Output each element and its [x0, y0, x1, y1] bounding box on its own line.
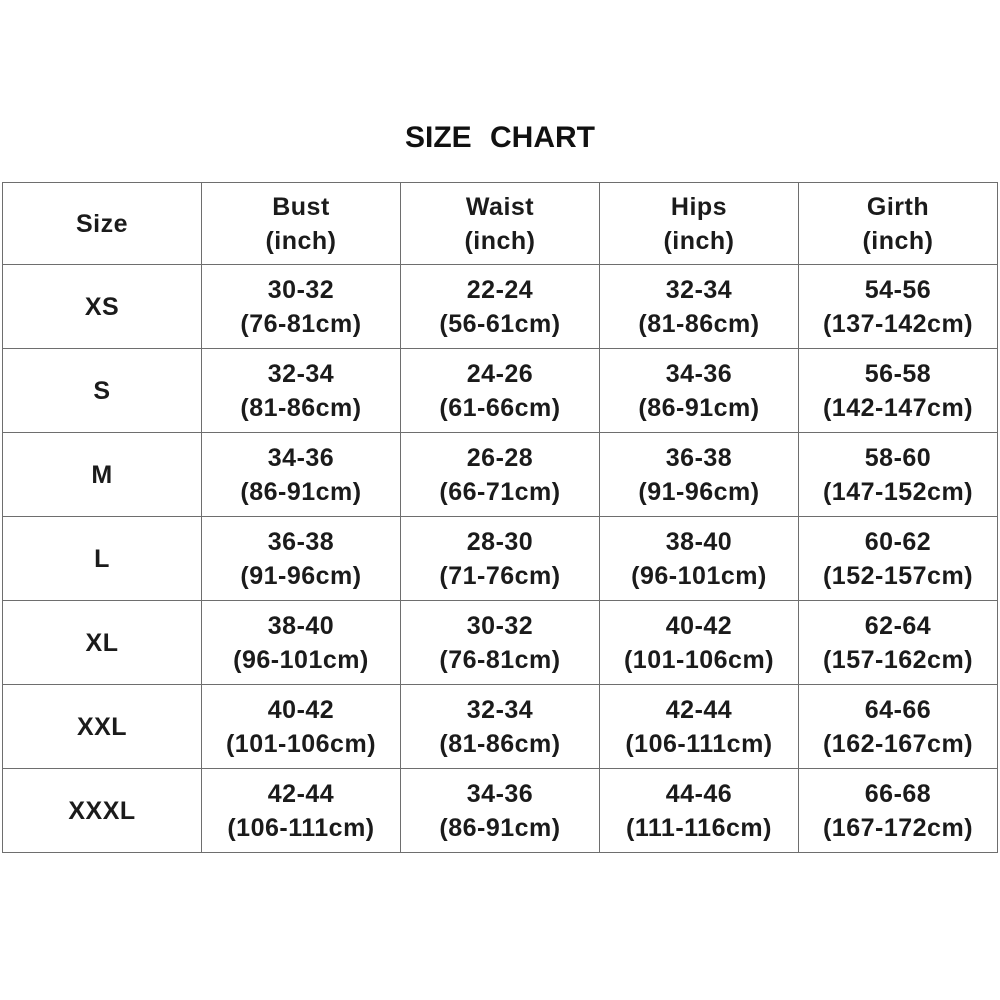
cm-range: (101-106cm) — [225, 729, 377, 758]
cell-bust — [202, 265, 401, 349]
size-cell: XL — [3, 601, 202, 685]
cm-range: (81-86cm) — [439, 729, 561, 758]
size-cell: S — [3, 349, 202, 433]
cell-waist — [401, 349, 600, 433]
inch-range: 58-60 — [864, 443, 932, 472]
inch-range: 60-62 — [864, 527, 932, 556]
size-chart-table — [2, 182, 998, 853]
inch-range: 56-58 — [864, 359, 932, 388]
cell-bust — [202, 349, 401, 433]
table-row — [3, 349, 998, 433]
page-title: SIZE CHART — [405, 121, 595, 154]
cm-range: (71-76cm) — [439, 561, 561, 590]
inch-range: 40-42 — [267, 695, 335, 724]
table-row — [3, 685, 998, 769]
cm-range: (106-111cm) — [625, 729, 773, 758]
cm-range: (76-81cm) — [439, 645, 561, 674]
cell-hips — [600, 685, 799, 769]
inch-range: 32-34 — [665, 275, 733, 304]
cm-range: (91-96cm) — [638, 477, 760, 506]
cm-range: (81-86cm) — [638, 309, 760, 338]
cm-range: (142-147cm) — [822, 393, 974, 422]
inch-range: 62-64 — [864, 611, 932, 640]
cm-range: (147-152cm) — [822, 477, 974, 506]
inch-range: 54-56 — [864, 275, 932, 304]
cm-range: (86-91cm) — [439, 813, 561, 842]
inch-range: 36-38 — [267, 527, 335, 556]
cm-range: (81-86cm) — [240, 393, 362, 422]
inch-range: 42-44 — [665, 695, 733, 724]
cell-bust — [202, 685, 401, 769]
inch-range: 64-66 — [864, 695, 932, 724]
table-body — [3, 265, 998, 853]
column-unit: (inch) — [663, 226, 735, 255]
column-header-waist — [401, 183, 600, 265]
inch-range: 34-36 — [665, 359, 733, 388]
table-row — [3, 517, 998, 601]
inch-range: 32-34 — [466, 695, 534, 724]
size-cell: XXXL — [3, 769, 202, 853]
size-cell: XS — [3, 265, 202, 349]
column-label: Hips — [670, 192, 728, 221]
column-label: Bust — [272, 192, 330, 221]
cell-girth — [799, 349, 998, 433]
inch-range: 26-28 — [466, 443, 534, 472]
cm-range: (137-142cm) — [822, 309, 974, 338]
column-unit: (inch) — [862, 226, 934, 255]
inch-range: 42-44 — [267, 779, 335, 808]
size-cell: M — [3, 433, 202, 517]
cell-girth — [799, 685, 998, 769]
cm-range: (162-167cm) — [822, 729, 974, 758]
cell-waist — [401, 433, 600, 517]
column-header-girth — [799, 183, 998, 265]
cell-hips — [600, 349, 799, 433]
cell-girth — [799, 601, 998, 685]
inch-range: 30-32 — [267, 275, 335, 304]
cell-hips — [600, 433, 799, 517]
inch-range: 40-42 — [665, 611, 733, 640]
cm-range: (96-101cm) — [233, 645, 369, 674]
cell-bust — [202, 769, 401, 853]
cell-girth — [799, 517, 998, 601]
column-header-hips — [600, 183, 799, 265]
table-header — [3, 183, 998, 265]
cell-waist — [401, 517, 600, 601]
table-row — [3, 433, 998, 517]
inch-range: 34-36 — [267, 443, 335, 472]
cm-range: (152-157cm) — [822, 561, 974, 590]
size-cell: L — [3, 517, 202, 601]
cell-bust — [202, 433, 401, 517]
cell-girth — [799, 265, 998, 349]
cm-range: (91-96cm) — [240, 561, 362, 590]
column-header-bust — [202, 183, 401, 265]
cell-hips — [600, 601, 799, 685]
cm-range: (86-91cm) — [638, 393, 760, 422]
inch-range: 28-30 — [466, 527, 534, 556]
cell-girth — [799, 433, 998, 517]
cell-waist — [401, 265, 600, 349]
inch-range: 22-24 — [466, 275, 534, 304]
column-unit: (inch) — [464, 226, 536, 255]
cell-hips — [600, 265, 799, 349]
cm-range: (106-111cm) — [227, 813, 375, 842]
inch-range: 38-40 — [267, 611, 335, 640]
inch-range: 32-34 — [267, 359, 335, 388]
cell-bust — [202, 601, 401, 685]
cell-waist — [401, 769, 600, 853]
cell-hips — [600, 517, 799, 601]
cm-range: (101-106cm) — [623, 645, 775, 674]
cm-range: (167-172cm) — [822, 813, 974, 842]
cell-waist — [401, 601, 600, 685]
inch-range: 44-46 — [665, 779, 733, 808]
cm-range: (66-71cm) — [439, 477, 561, 506]
cell-hips — [600, 769, 799, 853]
inch-range: 38-40 — [665, 527, 733, 556]
size-cell: XXL — [3, 685, 202, 769]
cell-waist — [401, 685, 600, 769]
column-label: Girth — [866, 192, 930, 221]
cm-range: (86-91cm) — [240, 477, 362, 506]
column-header-size — [3, 183, 202, 265]
cm-range: (111-116cm) — [626, 813, 772, 842]
header-row — [3, 183, 998, 265]
column-unit: (inch) — [265, 226, 337, 255]
inch-range: 24-26 — [466, 359, 534, 388]
table-row — [3, 769, 998, 853]
cm-range: (76-81cm) — [240, 309, 362, 338]
inch-range: 66-68 — [864, 779, 932, 808]
table-row — [3, 601, 998, 685]
cm-range: (61-66cm) — [439, 393, 561, 422]
cm-range: (56-61cm) — [439, 309, 561, 338]
column-label: Size — [75, 209, 129, 238]
inch-range: 36-38 — [665, 443, 733, 472]
inch-range: 30-32 — [466, 611, 534, 640]
cell-girth — [799, 769, 998, 853]
table-row — [3, 265, 998, 349]
cm-range: (96-101cm) — [631, 561, 767, 590]
cm-range: (157-162cm) — [822, 645, 974, 674]
inch-range: 34-36 — [466, 779, 534, 808]
column-label: Waist — [465, 192, 535, 221]
cell-bust — [202, 517, 401, 601]
